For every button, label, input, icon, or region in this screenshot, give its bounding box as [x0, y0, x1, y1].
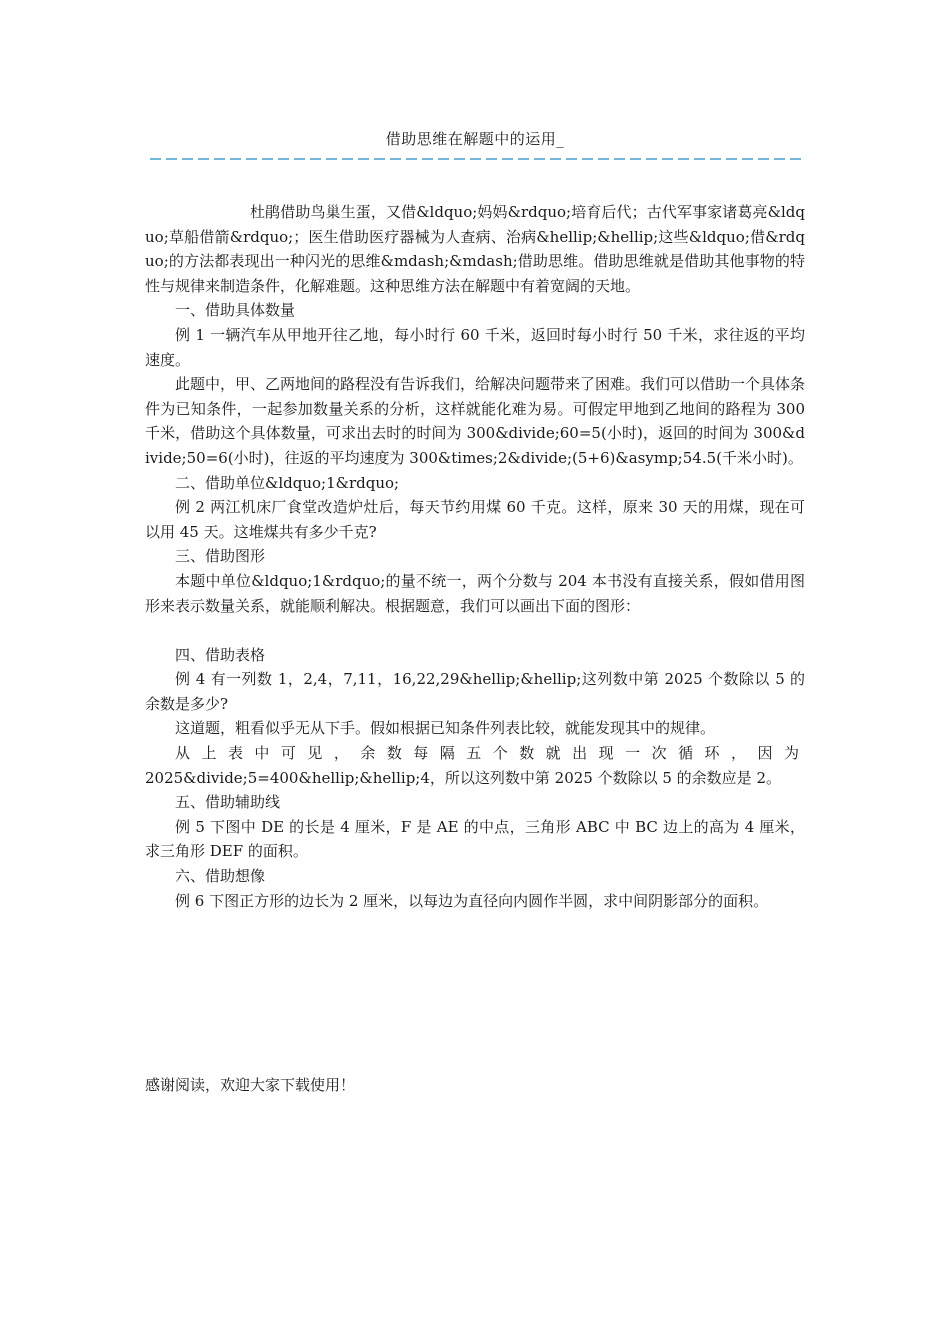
- section-heading-1: 一、借助具体数量: [175, 301, 296, 320]
- divider-dash: [454, 158, 465, 160]
- divider-dash: [502, 158, 513, 160]
- divider-dash: [166, 158, 177, 160]
- divider-dash: [470, 158, 481, 160]
- solution-1: 此题中，甲、乙两地间的路程没有告诉我们，给解决问题带来了困难。我们可以借助一个具体条件为已知条件，一起参加数量关系的分析，这样就能化难为易。可假定甲地到乙地间的路程为 300 千米，借助这个具体数量，可求出去时的时间为 300&divide;60=5(小时)，返回的时间为 300&divide;50=6(小时)，往返的平均速度为 300&times;2&divide;(5+6)&asymp;54.5(千米小时)。: [145, 375, 806, 467]
- footer-thanks: 感谢阅读，欢迎大家下载使用！: [145, 1076, 356, 1094]
- section-heading-2: 二、借助单位&ldquo;1&rdquo;: [175, 473, 400, 492]
- divider-dash: [406, 158, 417, 160]
- document-body: [145, 200, 805, 913]
- example-1: 例 1 一辆汽车从甲地开往乙地，每小时行 60 千米，返回时每小时行 50 千米，求往返的平均速度。: [145, 325, 805, 369]
- divider-dash: [358, 158, 369, 160]
- blank-line: [145, 618, 805, 643]
- divider-dash: [742, 158, 753, 160]
- divider-dash: [614, 158, 625, 160]
- example-4: 例 4 有一列数 1，2,4，7,11，16,22,29&hellip;&hellip;这列数中第 2025 个数除以 5 的余数是多少?: [145, 670, 805, 713]
- section-heading-5: 五、借助辅助线: [175, 793, 281, 812]
- divider-dash: [214, 158, 225, 160]
- title-divider: [145, 152, 805, 166]
- divider-dash: [534, 158, 545, 160]
- divider-dash: [262, 158, 273, 160]
- divider-dash: [342, 158, 353, 160]
- divider-dash: [422, 158, 433, 160]
- divider-dash: [246, 158, 257, 160]
- divider-dash: [230, 158, 241, 160]
- divider-dash: [630, 158, 641, 160]
- divider-dash: [694, 158, 705, 160]
- section-heading-4: 四、借助表格: [175, 645, 266, 664]
- divider-dash: [566, 158, 577, 160]
- divider-dash: [726, 158, 737, 160]
- divider-dash: [326, 158, 337, 160]
- document-title: 借助思维在解题中的运用_: [385, 130, 565, 148]
- divider-dash: [550, 158, 561, 160]
- divider-dash: [390, 158, 401, 160]
- divider-dash: [374, 158, 385, 160]
- divider-dash: [646, 158, 657, 160]
- divider-dash: [182, 158, 193, 160]
- divider-dash: [438, 158, 449, 160]
- divider-dash: [198, 158, 209, 160]
- divider-dash: [486, 158, 497, 160]
- divider-dash: [774, 158, 785, 160]
- example-6: 例 6 下图正方形的边长为 2 厘米，以每边为直径向内圆作半圆，求中间阴影部分的面积。: [175, 891, 769, 910]
- divider-dash: [598, 158, 609, 160]
- solution-4a: 这道题，粗看似乎无从下手。假如根据已知条件列表比较，就能发现其中的规律。: [175, 719, 716, 738]
- solution-4b-line1: 从上表中可见，余数每隔五个数就出现一次循环，因为: [175, 744, 805, 763]
- divider-dash: [278, 158, 289, 160]
- divider-dash: [758, 158, 769, 160]
- divider-dash: [310, 158, 321, 160]
- intro-paragraph: 杜鹃借助鸟巢生蛋，又借&ldquo;妈妈&rdquo;培育后代；古代军事家诸葛亮&ldquo;草船借箭&rdquo;；医生借助医疗器械为人查病、治病&hellip;&hellip;这些&ldquo;借&rdquo;的方法都表现出一种闪光的思维&mdash;&mdash;借助思维。借助思维就是借助其他事物的特性与规律来制造条件，化解难题。这种思维方法在解题中有着宽阔的天地。: [145, 203, 805, 295]
- divider-dash: [662, 158, 673, 160]
- divider-dash: [710, 158, 721, 160]
- solution-3: 本题中单位&ldquo;1&rdquo;的量不统一，两个分数与 204 本书没有直接关系，假如借用图形来表示数量关系，就能顺利解决。根据题意，我们可以画出下面的图形：: [145, 571, 805, 615]
- divider-dash: [790, 158, 801, 160]
- divider-dash: [150, 158, 161, 160]
- section-heading-3: 三、借助图形: [175, 547, 266, 566]
- example-2: 例 2 两江机床厂食堂改造炉灶后，每天节约用煤 60 千克。这样，原来 30 天的用煤，现在可以用 45 天。这堆煤共有多少千克?: [145, 498, 805, 541]
- divider-dash: [582, 158, 593, 160]
- example-5: 例 5 下图中 DE 的长是 4 厘米，F 是 AE 的中点，三角形 ABC 中 BC 边上的高为 4 厘米，求三角形 DEF 的面积。: [145, 817, 805, 861]
- divider-dash: [518, 158, 529, 160]
- divider-dash: [294, 158, 305, 160]
- solution-4b-line2: 2025&divide;5=400&hellip;&hellip;4，所以这列数中第 2025 个数除以 5 的余数应是 2。: [145, 768, 781, 787]
- section-heading-6: 六、借助想像: [175, 867, 266, 886]
- divider-dash: [678, 158, 689, 160]
